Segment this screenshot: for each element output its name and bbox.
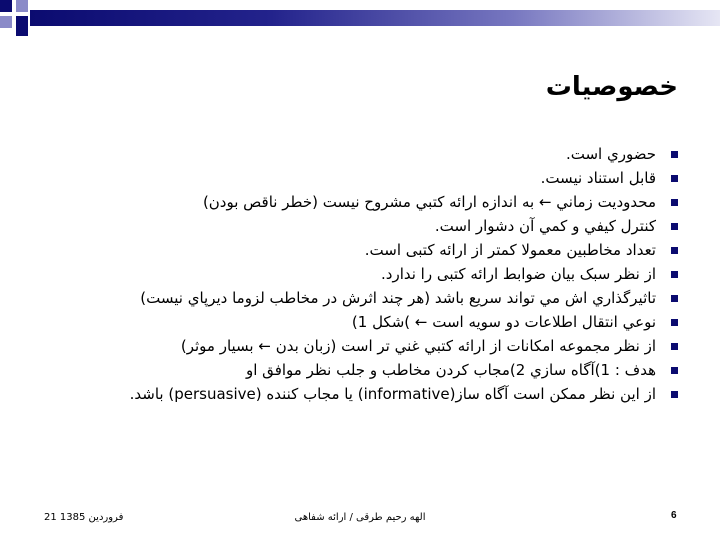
bullet-square-icon — [671, 223, 678, 230]
bullet-item — [24, 238, 684, 262]
bullet-item — [24, 142, 684, 166]
footer-date: فروردين 1385 21 — [44, 512, 124, 523]
bullet-text: هدف : 1)آگاه سازي 2)مجاب كردن مخاطب و جلب نظر موافق او — [246, 361, 656, 379]
page-number: 6 — [671, 510, 677, 521]
bullet-square-icon — [671, 199, 678, 206]
bullet-square-icon — [671, 343, 678, 350]
bullet-text: از نظر سبک بيان ضوابط ارائه كتبی را ندارد. — [381, 265, 656, 283]
bullet-item — [24, 310, 684, 334]
bullet-square-icon — [671, 295, 678, 302]
bullet-square-icon — [671, 367, 678, 374]
top-decorative-band — [0, 0, 720, 36]
bullet-text: از نظر مجموعه امكانات از ارائه كتبي غني تر است (زبان بدن ← بسيار موثر) — [180, 337, 656, 355]
bullet-text: از اين نظر ممكن است آگاه ساز(informative) يا مجاب كننده (persuasive) باشد. — [129, 385, 656, 403]
bullet-square-icon — [671, 319, 678, 326]
bullet-list — [24, 142, 684, 406]
bullet-text: محدوديت زماني ← به اندازه ارائه كتبي مشروح نيست (خطر ناقص بودن) — [202, 193, 656, 211]
bullet-item — [24, 286, 684, 310]
bullet-text: حضوري است. — [565, 145, 656, 163]
bullet-text: نوعي انتقال اطلاعات دو سويه است ← )شكل 1) — [351, 313, 656, 331]
bullet-square-icon — [671, 391, 678, 398]
bullet-square-icon — [671, 271, 678, 278]
gradient-header-bar — [30, 10, 720, 26]
bullet-item — [24, 262, 684, 286]
decor-square — [0, 0, 12, 12]
bullet-text: قابل استناد نيست. — [540, 169, 656, 187]
bullet-square-icon — [671, 175, 678, 182]
bullet-text: تعداد مخاطبين معمولا كمتر از ارائه كتبی است. — [364, 241, 656, 259]
slide-title: خصوصيات — [545, 72, 678, 102]
bullet-item — [24, 358, 684, 382]
bullet-square-icon — [671, 247, 678, 254]
bullet-square-icon — [671, 151, 678, 158]
decor-square — [16, 0, 28, 12]
bullet-text: تاثيرگذاري اش مي تواند سريع باشد (هر چند اثرش در مخاطب لزوما ديرپاي نيست) — [140, 289, 656, 307]
footer-author: الهه رحیم طرقی / ارائه شفاهی — [294, 512, 426, 523]
bullet-item — [24, 382, 684, 406]
bullet-item — [24, 166, 684, 190]
bullet-item — [24, 190, 684, 214]
bullet-text: كنترل كيفي و كمي آن دشوار است. — [434, 217, 656, 235]
decor-square — [0, 16, 12, 28]
decor-square — [16, 28, 28, 36]
bullet-item — [24, 214, 684, 238]
decor-square — [16, 16, 28, 28]
bullet-item — [24, 334, 684, 358]
